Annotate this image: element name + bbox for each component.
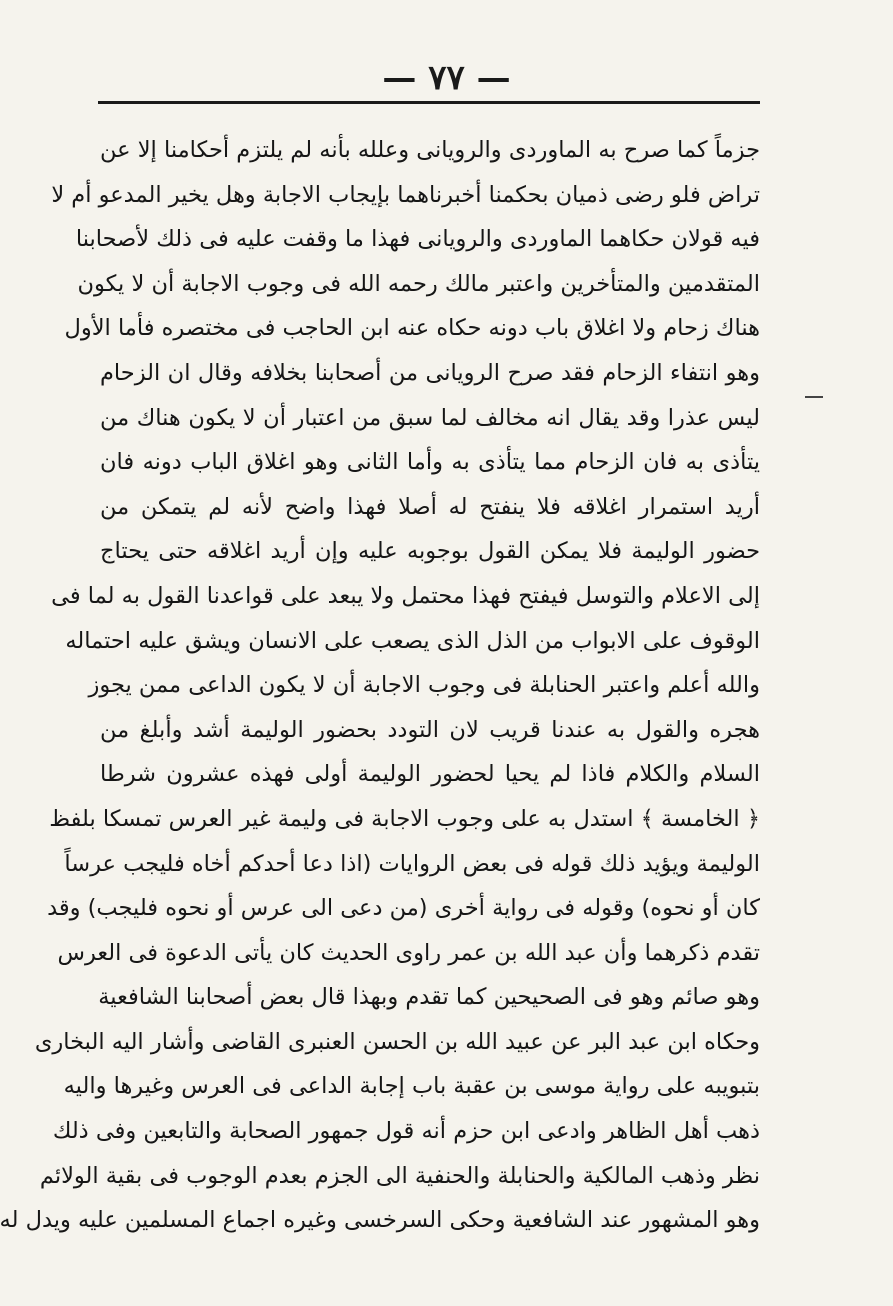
header-rule [98, 101, 760, 104]
text-line: وهو صائم وهو فى الصحيحين كما تقدم وبهذا قال بعض أصحابنا الشافعية [98, 984, 760, 1011]
text-line: ليس عذرا وقد يقال انه مخالف لما سبق من اعتبار أن لا يكون هناك من [100, 404, 760, 431]
text-line: الوليمة ويؤيد ذلك قوله فى بعض الروايات (اذا دعا أحدكم أخاه فليجب عرساً [64, 850, 760, 877]
text-line: نظر وذهب المالكية والحنابلة والحنفية الى الجزم بعدم الوجوب فى بقية الولائم [39, 1162, 760, 1189]
margin-dash-mark [805, 396, 823, 398]
page-number: — ٧٧ — [382, 58, 511, 98]
page-header [0, 58, 893, 98]
text-line: السلام والكلام فاذا لم يحيا لحضور الوليمة أولى فهذه عشرون شرطا [100, 761, 760, 788]
text-line: حضور الوليمة فلا يمكن القول بوجوبه عليه وإن أريد اغلاقه حتى يحتاج [100, 538, 760, 565]
text-line: أريد استمرار اغلاقه فلا ينفتح له أصلا فهذا واضح لأنه لم يتمكن من [100, 493, 760, 520]
text-line: والله أعلم واعتبر الحنابلة فى وجوب الاجابة أن لا يكون الداعى ممن يجوز [88, 672, 760, 699]
text-line: هناك زحام ولا اغلاق باب دونه حكاه عنه ابن الحاجب فى مختصره فأما الأول [64, 315, 760, 342]
text-line: هجره والقول به عندنا قريب لان التودد بحضور الوليمة أشد وأبلغ من [100, 716, 760, 743]
text-line: تراض فلو رضى ذميان بحكمنا أخبرناهما بإيجاب الاجابة وهل يخير المدعو أم لا [51, 181, 760, 208]
text-line: وحكاه ابن عبد البر عن عبيد الله بن الحسن العنبرى القاضى وأشار اليه البخارى [34, 1028, 760, 1055]
text-line: وهو المشهور عند الشافعية وحكى السرخسى وغيره اجماع المسلمين عليه ويدل له [0, 1207, 760, 1234]
text-line: وهو انتفاء الزحام فقد صرح الرويانى من أصحابنا بخلافه وقال ان الزحام [100, 359, 760, 386]
text-line: الوقوف على الابواب من الذل الذى يصعب على الانسان ويشق عليه احتماله [65, 627, 760, 654]
text-line: جزماً كما صرح به الماوردى والرويانى وعلله بأنه لم يلتزم أحكامنا إلا عن [100, 137, 760, 163]
text-line: ﴿ الخامسة ﴾ استدل به على وجوب الاجابة فى وليمة غير العرس تمسكا بلفظ [49, 805, 760, 832]
text-line: ذهب أهل الظاهر وادعى ابن حزم أنه قول جمهور الصحابة والتابعين وفى ذلك [52, 1118, 760, 1145]
text-line: كان أو نحوه) وقوله فى رواية أخرى (من دعى الى عرس أو نحوه فليجب) وقد [47, 895, 760, 922]
body-text [0, 128, 760, 1243]
text-line: يتأذى به فان الزحام مما يتأذى به وأما الثانى وهو اغلاق الباب دونه فان [100, 449, 760, 476]
text-line: تقدم ذكرهما وأن عبد الله بن عمر راوى الحديث كان يأتى الدعوة فى العرس [57, 939, 760, 966]
text-line: بتبويبه على رواية موسى بن عقبة باب إجابة الداعى فى العرس وغيرها واليه [63, 1073, 760, 1100]
text-line: إلى الاعلام والتوسل فيفتح فهذا محتمل ولا يبعد على قواعدنا القول به لما فى [51, 582, 760, 609]
text-line: فيه قولان حكاهما الماوردى والرويانى فهذا ما وقفت عليه فى ذلك لأصحابنا [75, 226, 760, 253]
text-line: المتقدمين والمتأخرين واعتبر مالك رحمه الله فى وجوب الاجابة أن لا يكون [77, 270, 760, 297]
